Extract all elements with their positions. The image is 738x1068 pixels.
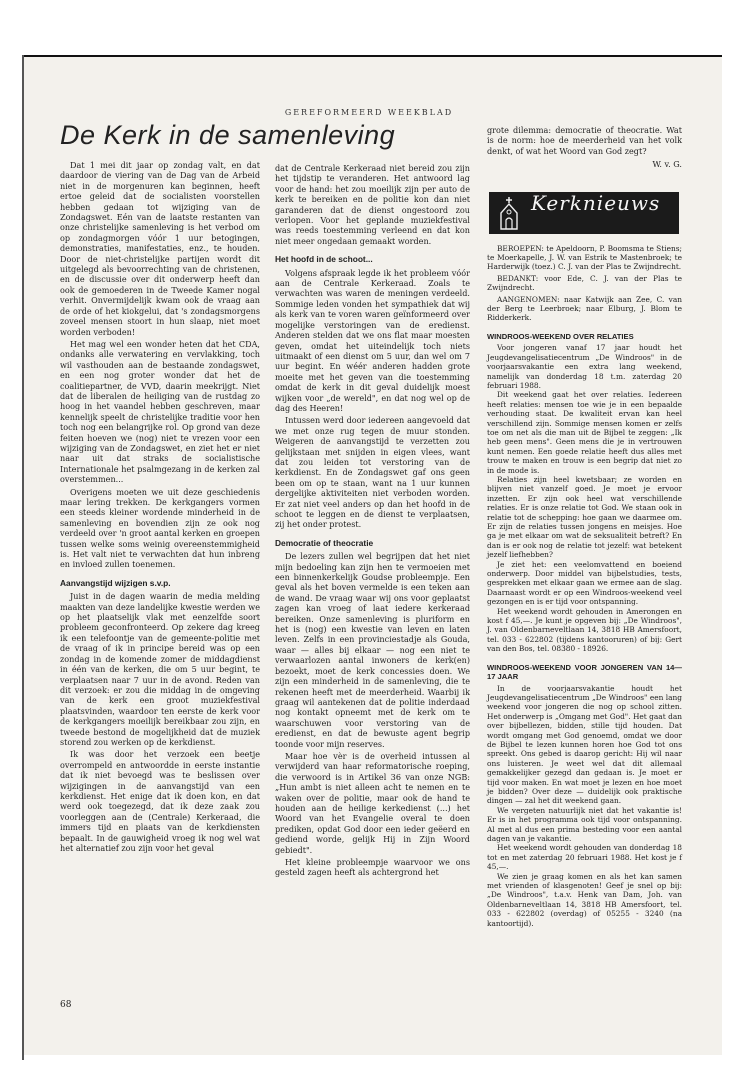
section-heading: Het hoofd in de schoot... — [275, 254, 373, 265]
left-border — [22, 55, 24, 1060]
paragraph: In de voorjaarsvakantie houdt het Jeugdevangelisatiecentrum „De Windroos" een lang weekend voor jongeren die nog op school zitten. Het onderwerp is „Omgang met God". Het gaat dan over bijbellezen, bidden, stille tijd houden. Dat wordt omgang met God genoemd, omdat we door de Bijbel te lezen kunnen horen hoe God tot ons spreekt. Ons gebed is daarop gericht: Hij wil naar ons luisteren. Je weet wel dat dit allemaal gemakkelijker gezegd dan gedaan is. Je moet er tijd voor maken. En wat moet je lezen en hoe moet je bidden? Over deze — duidelijk ook praktische dingen — zal het dit weekend gaan. — [487, 683, 682, 806]
section-heading: WINDROOS-WEEKEND OVER RELATIES — [487, 331, 634, 341]
paragraph: Dit weekend gaat het over relaties. Iedereen heeft relaties: mensen toe wie je in een bepaalde verhouding staat. De kwaliteit ervan kan heel verschillend zijn. Sommige mensen komen er zelfs toe om net als die man uit de Bijbel te zeggen: „Ik heb geen mens". Geen mens die je in vertrouwen kunt nemen. Een goede relatie heeft dus alles met trouw te maken en trouw is een begrip dat niet zo in de mode is. — [487, 390, 682, 475]
paragraph: Intussen werd door iedereen aangevoeld dat we met onze rug tegen de muur stonden. Weigeren de aanvangstijd te verzetten zou gelijkstaan met snijden in eigen vlees, want dat zou leiden tot verstoring van de kerkdienst. En de Zondagswet gaf ons geen been om op te staan, want na 1 uur kunnen dergelijke aktiviteiten niet verboden worden. Er zat niet veel anders op dan het hoofd in de schoot te leggen en de dienst te verplaatsen, zij het onder protest. — [275, 415, 470, 530]
paragraph: Het kleine probleempje waarvoor we ons gesteld zagen heeft als achtergrond het — [275, 857, 470, 878]
section-heading: Democratie of theocratie — [275, 537, 374, 548]
paragraph: Het weekend wordt gehouden van donderdag 18 tot en met zaterdag 20 februari 1988. Het kost je f 45,—. — [487, 843, 682, 872]
paragraph: Ik was door het verzoek een beetje overrompeld en antwoordde in eerste instantie dat ik niet bevoegd was te beslissen over wijzigingen in de aanvangstijd van een kerkdienst. Het enige dat ik doen kon, en dat werd ook toegezegd, dat ik deze zaak zou voorleggen aan de (Centrale) Kerkeraad, die immers tijd en plaats van de kerkdiensten bepaalt. In de gauwigheid vroeg ik nog wel wat het alternatief zou zijn voor het geval — [60, 749, 260, 853]
paragraph: Juist in de dagen waarin de media melding maakten van deze landelijke kwestie werden we op het plaatselijk vlak met eenzelfde soort probleem geconfronteerd. Op zekere dag kreeg ik een telefoontje van de gemeente-politie met de vraag of ik in principe bereid was op een zondag in de komende zomer de middagdienst in één van de kerken, die om 5 uur begint, te verplaatsen naar 7 uur in de avond. Reden van dit verzoek: er zou die middag in de omgeving van de kerk een groot muziekfestival plaatsvinden, waardoor ten eerste de kerk voor de kerkgangers moeilijk bereikbaar zou zijn, en tweede bestond de mogelijkheid dat de muziek storend zou werken op de kerkdienst. — [60, 591, 260, 747]
section-heading: Aanvangstijd wijzigen s.v.p. — [60, 577, 171, 588]
column-2 — [275, 163, 470, 878]
page-number: 68 — [60, 1000, 72, 1010]
paragraph: Voor jongeren vanaf 17 jaar houdt het Jeugdevangelisatiecentrum „De Windroos" in de voorjaarsvakantie een extra lang weekend, namelijk van donderdag 18 t.m. zaterdag 20 februari 1988. — [487, 343, 682, 390]
paragraph: Het mag wel een wonder heten dat het CDA, ondanks alle verwatering en vervlakking, toch wil vasthouden aan de bestaande zondagswet, en een nog groter wonder dat het de coalitiepartner, de VVD, daarin meekrijgt. Niet dat de liberalen de heiliging van de rustdag zo hoog in het vaandel hebben geschreven, maar kennelijk speelt de christelijke traditie voor hen toch nog een belangrijke rol. Op grond van deze feiten hoeven we (nog) niet te vrezen voor een wijziging van de Zondagswet, en ziet het er niet naar uit dat straks de socialistische Internationale het psalmgezang in de kerken zal overstemmen... — [60, 338, 260, 485]
running-header: GEREFORMEERD WEEKBLAD — [284, 108, 454, 117]
paragraph: Maar hoe vèr is de overheid intussen al verwijderd van haar reformatorische roeping, die verwoord is in Artikel 36 van onze NGB: „Hun ambt is niet alleen acht te nemen en te waken over de politie, maar ook de hand te houden aan de heilige kerkedienst (...) het Woord van het Evangelie overal te doen prediken, opdat God door een ieder geëerd en gediend worde, gelijk Hij in Zijn Woord gebiedt". — [275, 750, 470, 855]
paragraph: Relaties zijn heel kwetsbaar; ze worden en blijven niet vanzelf goed. Je moet je ervoor inzetten. Er zijn ook heel wat verschillende relaties. Er is onze relatie tot God. We staan ook in relatie tot de schepping: hoe gaan we daarmee om. Er zijn de relaties tussen jongens en meisjes. Hoe ga je met elkaar om wat de seksualiteit betreft? En dan is er ook nog de relatie tot jezelf: wat betekent jezelf liefhebben? — [487, 474, 682, 560]
paragraph: We vergeten natuurlijk niet dat het vakantie is! Er is in het programma ook tijd voor ontspanning. Al met al dus een prima besteding voor een aantal dagen van je vakantie. — [487, 805, 682, 843]
news-item: AANGENOMEN: naar Katwijk aan Zee, C. van der Berg te Leerbroek; naar Elburg, J. Blom te Ridderkerk. — [487, 294, 682, 323]
paragraph: De lezers zullen wel begrijpen dat het niet mijn bedoeling kan zijn hen te vermoeien met een binnenkerkelijk Goudse probleempje. Een geval als het boven vermelde is een teken aan de wand. De vraag waar wij ons voor geplaatst zagen kan vroeg of laat iedere kerkeraad bereiken. Onze samenleving is pluriform en het is (nog) een kwestie van leven en laten leven. Zelfs in een provinciestadje als Gouda, waar — alles bij elkaar — nog een niet te verwaarlozen aantal inwoners de kerk(en) bezoekt, moet de kerk concessies doen. We zijn een minderheid in de samenleving, die te rekenen heeft met de meerderheid. Waarbij ik graag wil aantekenen dat de politie inderdaad nog kontakt opneemt met de kerk om te waarschuwen voor verstoring van de eredienst, en dat de bewuste agent begrip toonde voor mijn reserves. — [275, 551, 470, 749]
column-1 — [60, 160, 260, 853]
section-heading: WINDROOS-WEEKEND VOOR JONGEREN VAN 14—17 JAAR — [487, 662, 682, 682]
signature: W. v. G. — [652, 159, 682, 170]
church-icon — [495, 195, 523, 231]
banner-title: Kerknieuws — [531, 190, 661, 215]
paragraph: dat de Centrale Kerkeraad niet bereid zou zijn het tijdstip te veranderen. Het antwoord lag voor de hand: het zou moeilijk zijn per auto de kerk te bereiken en de politie kon dan niet garanderen dat de dienst ongestoord zou verlopen. Voor het geplande muziekfestival was reeds toestemming verleend en dat kon niet meer ongedaan gemaakt worden. — [275, 163, 470, 246]
paragraph: Overigens moeten we uit deze geschiedenis maar lering trekken. De kerkgangers vormen een steeds kleiner wordende minderheid in de samenleving en bovendien zijn ze ook nog verdeeld over 'n groot aantal kerken en groepen tussen welke soms weinig overeenstemmigheid is. Het valt niet te verwachten dat hun inbreng en invloed zullen toenemen. — [60, 486, 260, 570]
paragraph: Dat 1 mei dit jaar op zondag valt, en dat daardoor de viering van de Dag van de Arbeid niet in de morgenuren kan beginnen, heeft ertoe geleid dat de socialisten voorstellen hebben gedaan tot wijziging van de Zondagswet. Eén van de laatste restanten van onze christelijke samenleving is het verbod om op zondagmorgen vóór 1 uur betogingen, demonstraties, manifestaties, enz., te houden. Door de niet-christelijke partijen wordt dit uitgelegd als bevoorrechting van de christenen, en de discussie over dit onderwerp heeft dan ook de gemoederen in de Tweede Kamer nogal verhit. Onvermijdelijk kwam ook de vraag aan de orde of het kiokgelui, dat 's zondagsmorgens zoveel mensen stoort in hun slaap, niet moet worden verboden! — [60, 160, 260, 337]
paragraph: grote dilemma: democratie of theocratie. Wat is de norm: hoe de meerderheid van het volk denkt, of wat het Woord van God zegt? — [487, 125, 682, 156]
top-border — [22, 55, 722, 57]
kerknieuws-banner — [489, 192, 679, 234]
article-title: De Kerk in de samenleving — [60, 120, 396, 150]
news-item: BEDANKT: voor Ede, C. J. van der Plas te Zwijndrecht. — [487, 273, 682, 293]
news-item: BEROEPEN: te Apeldoorn, P. Boomsma te Stiens; te Moerkapelle, J. W. van Estrik te Mastenbroek; te Harderwijk (toez.) C. J. van der Plas te Zwijndrecht. — [487, 243, 682, 272]
paragraph: Je ziet het: een veelomvattend en boeiend onderwerp. Door middel van bijbelstudies, tests, gesprekken met elkaar gaan we ermee aan de slag. Daarnaast wordt er op een Windroos-weekend veel gezongen en is er tijd voor ontspanning. — [487, 559, 682, 607]
paragraph: Het weekend wordt gehouden in Amerongen en kost f 45,—. Je kunt je opgeven bij: „De Windroos", J. van Oldenbarneveltlaan 14, 3818 HB Amersfoort, tel. 033 - 622802 (tijdens kantooruren) of bij: Gert van den Bos, tel. 08380 - 18926. — [487, 606, 682, 654]
paragraph: Volgens afspraak legde ik het probleem vóór aan de Centrale Kerkeraad. Zoals te verwachten was waren de meningen verdeeld. Sommige leden vonden het sympathiek dat wij als kerk van te voren waren geïnformeerd over mogelijke verstoringen van de eredienst. Anderen stelden dat we ons flat maar moesten geven, omdat het uiteindelijk toch niets uitmaakt of een dienst om 5 uur, dan wel om 7 uur begint. En wéér anderen hadden grote moeite met het geven van die toestemming omdat de kerk in dit geval duidelijk moest wijken voor „de wereld", en dat nog wel op de dag des Heeren! — [275, 267, 470, 413]
paragraph: We zien je graag komen en als het kan samen met vrienden of klasgenoten! Geef je snel op bij: „De Windroos", t.a.v. Henk van Dam, Joh. van Oldenbarneveltlaan 14, 3818 HB Amersfoort, tel. 033 - 622802 (overdag) of 05255 - 3240 (na kantoortijd). — [487, 871, 682, 928]
column-3 — [487, 125, 682, 928]
